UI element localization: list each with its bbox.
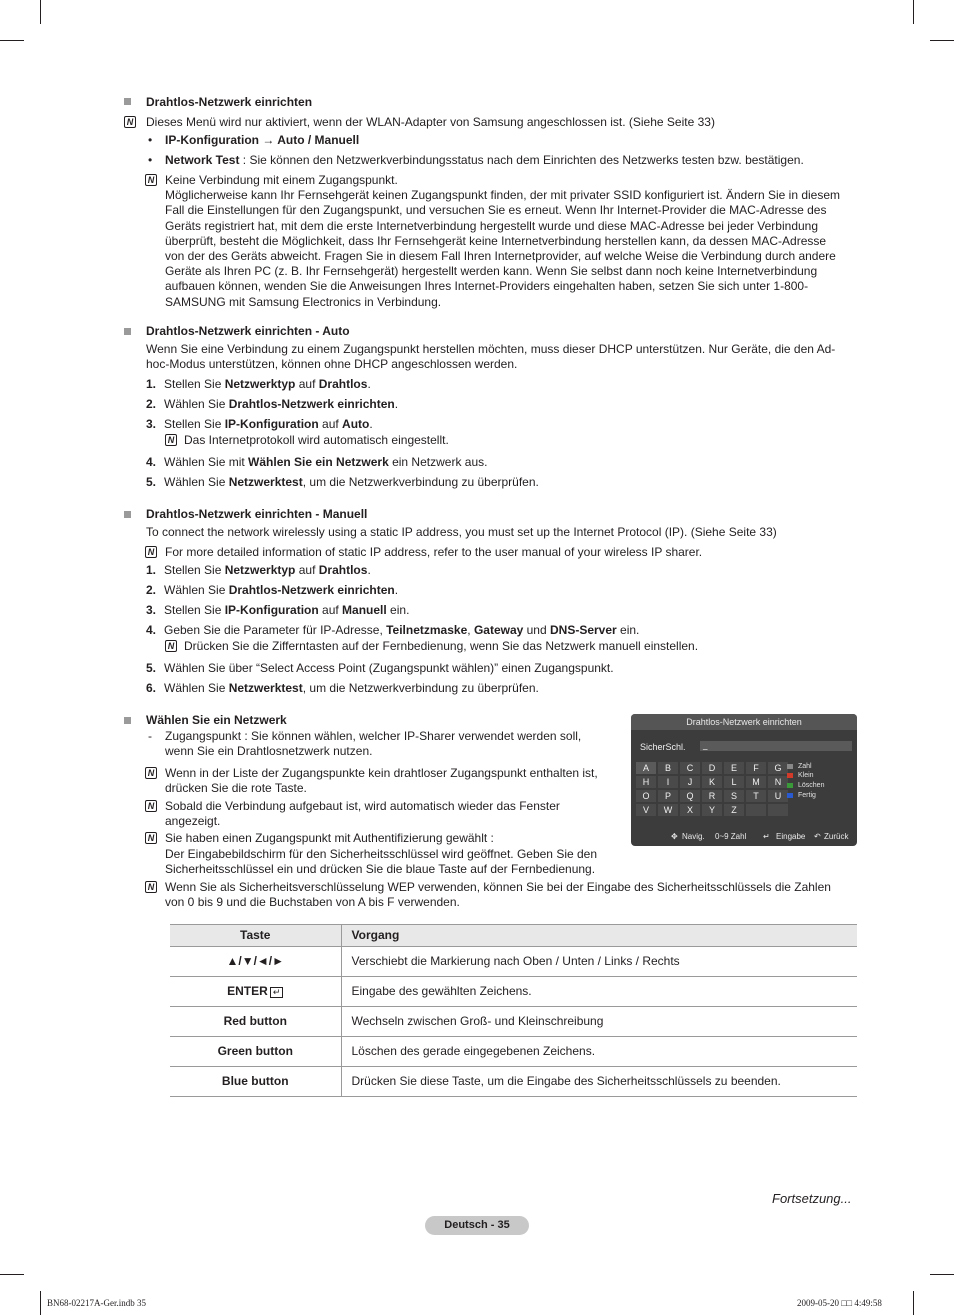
key-label: ▲/▼/◄/► bbox=[226, 954, 284, 968]
step-number: 6. bbox=[146, 681, 157, 695]
osd-key-v[interactable]: V bbox=[636, 804, 656, 816]
osd-key-c[interactable]: C bbox=[680, 762, 700, 774]
step-text bbox=[164, 623, 639, 638]
step-part: . bbox=[394, 583, 399, 597]
step-part: . bbox=[369, 417, 373, 431]
text-line: Sobald die Verbindung aufgebaut ist, wird automatisch wieder das Fenster bbox=[165, 799, 560, 813]
note-icon: N bbox=[145, 546, 157, 558]
key-cell bbox=[170, 1007, 341, 1037]
osd-nav-hint: Navig. bbox=[682, 832, 705, 841]
step-part: auf bbox=[318, 417, 343, 431]
key-cell bbox=[170, 977, 341, 1007]
crop-mark bbox=[913, 1291, 914, 1315]
text-line: hoc-Modus unterstützen, können ohne DHCP angeschlossen werden. bbox=[146, 357, 518, 371]
print-datetime: 2009-05-20 □□ 4:49:58 bbox=[797, 1298, 882, 1308]
step-part: Drahtlos bbox=[318, 377, 368, 391]
table-header-row bbox=[170, 925, 857, 947]
bullet-bold: Network Test bbox=[165, 153, 240, 167]
legend-label: Fertig bbox=[798, 792, 816, 799]
page-number: Deutsch - 35 bbox=[425, 1216, 529, 1235]
osd-key-k[interactable]: K bbox=[702, 776, 722, 788]
bullet-rest: : Sie können den Netzwerkverbindungsstatus nach dem Einrichten des Netzwerks testen bzw. bestätigen. bbox=[239, 153, 804, 167]
osd-key-q[interactable]: Q bbox=[680, 790, 700, 802]
step-part: Stellen Sie bbox=[164, 377, 225, 391]
legend-swatch bbox=[787, 783, 793, 788]
section-bullet-icon bbox=[124, 328, 131, 335]
osd-key-empty bbox=[768, 804, 788, 816]
legend-swatch bbox=[787, 793, 793, 798]
step-text bbox=[164, 603, 409, 618]
text-line: angezeigt. bbox=[165, 814, 221, 828]
note-paragraph bbox=[165, 766, 625, 796]
text-line: Sie haben einen Zugangspunkt mit Authentifizierung gewählt : bbox=[165, 831, 494, 845]
section-intro bbox=[146, 342, 856, 372]
note-icon: N bbox=[165, 640, 177, 652]
section-title: Drahtlos-Netzwerk einrichten - Manuell bbox=[146, 507, 368, 521]
note-icon: N bbox=[145, 881, 157, 893]
key-label: Blue button bbox=[221, 1074, 289, 1088]
step-part: ein. bbox=[386, 603, 410, 617]
step-part: , bbox=[467, 623, 474, 637]
step-part: ein. bbox=[616, 623, 640, 637]
text-line: Wenn Sie eine Verbindung zu einem Zugangspunkt herstellen möchten, muss dieser DHCP unterstützen. Nur Geräte, die den Ad- bbox=[146, 342, 836, 356]
bullet-dot: • bbox=[148, 153, 153, 167]
text-line: Möglicherweise kann Ihr Fernsehgerät keinen Zugangspunkt finden, der mit privater SSID konfiguriert ist. Ändern Sie in diesem bbox=[165, 188, 841, 203]
text-line: Geräte als Ihren PC (z. B. Ihr Fernsehgerät) hergestellt werden kann. Wenn Sie selbst dann noch keine Internetverbindung bbox=[165, 264, 818, 279]
step-number: 2. bbox=[146, 583, 157, 597]
step-part: Wählen Sie bbox=[164, 397, 229, 411]
osd-number-hint: 0~9 Zahl bbox=[715, 832, 747, 841]
step-part: IP-Konfiguration bbox=[224, 603, 319, 617]
enter-icon: ↵ bbox=[763, 832, 770, 841]
crop-mark bbox=[0, 40, 24, 41]
enter-icon: ↵ bbox=[270, 987, 284, 998]
table-row bbox=[170, 1007, 857, 1037]
step-part: Stellen Sie bbox=[164, 417, 225, 431]
text-line: aufbauen können, wenden Sie die Anweisungen Ihres Internet-Providers eingehalten haben, setzen Sie sich unter 1-800- bbox=[165, 279, 809, 294]
step-part: . bbox=[367, 377, 371, 391]
legend-swatch bbox=[787, 764, 793, 769]
note-icon: N bbox=[165, 434, 177, 446]
text-line: überprüft, besteht die Möglichkeit, dass Ihr Fernsehgerät keine Internetverbindung herstellen kann, da dessen MAC-Adresse bbox=[165, 233, 827, 248]
step-note: Das Internetprotokoll wird automatisch eingestellt. bbox=[184, 433, 449, 447]
legend-klein bbox=[798, 771, 814, 781]
note-paragraph bbox=[165, 831, 625, 878]
step-number: 2. bbox=[146, 397, 157, 411]
step-part: IP-Konfiguration bbox=[224, 417, 319, 431]
step-number: 1. bbox=[146, 563, 157, 577]
osd-key-r[interactable]: R bbox=[702, 790, 722, 802]
step-part: ein Netzwerk aus. bbox=[388, 455, 488, 469]
crop-mark bbox=[930, 40, 954, 41]
step-part: Drahtlos-Netzwerk einrichten bbox=[228, 583, 395, 597]
osd-key-m[interactable]: M bbox=[746, 776, 766, 788]
bullet-dot: • bbox=[148, 133, 153, 147]
text-line: SAMSUNG mit Samsung Electronics in Verbindung. bbox=[165, 294, 442, 309]
step-number: 3. bbox=[146, 417, 157, 431]
step-part: Netzwerktyp bbox=[224, 563, 296, 577]
table-row bbox=[170, 947, 857, 977]
step-part: . bbox=[394, 397, 399, 411]
osd-key-n[interactable]: N bbox=[768, 776, 788, 788]
crop-mark bbox=[913, 0, 914, 24]
step-part: auf bbox=[318, 603, 343, 617]
key-label: ENTER bbox=[227, 984, 268, 998]
dash-paragraph bbox=[165, 729, 625, 759]
note-icon: N bbox=[145, 767, 157, 779]
step-number: 5. bbox=[146, 475, 157, 489]
step-text bbox=[164, 681, 539, 696]
legend-label: Löschen bbox=[798, 782, 825, 789]
step-text bbox=[164, 397, 398, 412]
table-row bbox=[170, 1067, 857, 1097]
text-line: Fall die Einstellungen für den Zugangspunkt, und versuchen Sie es erneut. Wenn Ihr Internet-Provider die MAC-Adresse des bbox=[165, 203, 827, 218]
osd-back-hint: Zurück bbox=[824, 832, 849, 841]
step-number: 5. bbox=[146, 661, 157, 675]
osd-key-g[interactable]: G bbox=[768, 762, 788, 774]
osd-key-e[interactable]: E bbox=[724, 762, 744, 774]
legend-loeschen bbox=[798, 781, 824, 791]
note-icon: N bbox=[124, 116, 136, 128]
step-number: 1. bbox=[146, 377, 157, 391]
text-line: von 0 bis 9 und die Buchstaben von A bis F verwenden. bbox=[165, 895, 460, 909]
note-text: For more detailed information of static IP address, refer to the user manual of your wireless IP sharer. bbox=[165, 545, 703, 559]
key-label: Red button bbox=[223, 1014, 287, 1028]
osd-enter-hint: Eingabe bbox=[776, 832, 806, 841]
key-cell bbox=[170, 1037, 341, 1067]
note-paragraph bbox=[165, 799, 625, 829]
step-part: Wählen Sie bbox=[164, 583, 229, 597]
crop-mark bbox=[930, 1274, 954, 1275]
osd-key-d[interactable]: D bbox=[702, 762, 722, 774]
table-body bbox=[170, 947, 857, 1097]
step-part: Wählen Sie bbox=[164, 475, 229, 489]
nav-icon: ✥ bbox=[671, 832, 678, 841]
note-text: Dieses Menü wird nur aktiviert, wenn der WLAN-Adapter von Samsung angeschlossen ist. (Siehe Seite 33) bbox=[146, 115, 715, 129]
step-part: Auto bbox=[342, 417, 370, 431]
step-part: auf bbox=[295, 563, 319, 577]
osd-key-u[interactable]: U bbox=[768, 790, 788, 802]
step-text bbox=[164, 583, 398, 598]
key-cell bbox=[170, 947, 341, 977]
step-part: Wählen Sie ein Netzwerk bbox=[248, 455, 389, 469]
text-line: drücken Sie die rote Taste. bbox=[165, 781, 307, 795]
text-line: Der Eingabebildschirm für den Sicherheitsschlüssel wird geöffnet. Geben Sie den bbox=[165, 846, 598, 861]
legend-label: Zahl bbox=[798, 763, 812, 770]
step-part: Stellen Sie bbox=[164, 603, 225, 617]
table-header: Taste bbox=[170, 925, 341, 947]
step-number: 4. bbox=[146, 455, 157, 469]
step-part: Teilnetzmaske bbox=[386, 623, 468, 637]
crop-mark bbox=[40, 1291, 41, 1315]
table-header: Vorgang bbox=[341, 925, 857, 947]
step-part: , um die Netzwerkverbindung zu überprüfen. bbox=[302, 475, 539, 489]
step-text bbox=[164, 563, 371, 578]
table-row bbox=[170, 977, 857, 1007]
step-text bbox=[164, 417, 373, 432]
file-info: BN68-02217A-Ger.indb 35 bbox=[47, 1298, 146, 1308]
action-cell: Drücken Sie diese Taste, um die Eingabe des Sicherheitsschlüssels zu beenden. bbox=[341, 1067, 857, 1097]
key-cell bbox=[170, 1067, 341, 1097]
note-icon: N bbox=[145, 832, 157, 844]
osd-key-empty bbox=[746, 804, 766, 816]
section-title: Wählen Sie ein Netzwerk bbox=[146, 713, 287, 727]
action-cell: Löschen des gerade eingegebenen Zeichens. bbox=[341, 1037, 857, 1067]
step-part: Gateway bbox=[473, 623, 524, 637]
section-bullet-icon bbox=[124, 98, 131, 105]
step-number: 4. bbox=[146, 623, 157, 637]
continuation-label: Fortsetzung... bbox=[772, 1191, 852, 1206]
step-part: Manuell bbox=[342, 603, 387, 617]
text-line: Geräts registriert hat, mit dem die erste Internetverbindung hergestellt wurde und diese MAC-Adresse bei jeder Verbindung bbox=[165, 218, 819, 233]
section-title: Drahtlos-Netzwerk einrichten - Auto bbox=[146, 324, 350, 338]
action-cell: Verschiebt die Markierung nach Oben / Unten / Links / Rechts bbox=[341, 947, 857, 977]
note-icon: N bbox=[145, 800, 157, 812]
osd-key-t[interactable]: T bbox=[746, 790, 766, 802]
osd-key-b[interactable]: B bbox=[658, 762, 678, 774]
step-part: Netzwerktyp bbox=[224, 377, 296, 391]
osd-key-y[interactable]: Y bbox=[702, 804, 722, 816]
osd-key-p[interactable]: P bbox=[658, 790, 678, 802]
text-line: Sicherheitsschlüssel ein und drücken Sie die blaue Taste auf der Fernbedienung. bbox=[165, 862, 596, 876]
bullet-text bbox=[165, 153, 804, 168]
step-part: DNS-Server bbox=[550, 623, 617, 637]
step-text bbox=[164, 455, 487, 470]
osd-key-l[interactable]: L bbox=[724, 776, 744, 788]
legend-swatch bbox=[787, 773, 793, 778]
note-icon: N bbox=[145, 174, 157, 186]
note-paragraph bbox=[165, 173, 855, 310]
key-table bbox=[170, 924, 857, 1097]
legend-fertig bbox=[798, 791, 816, 801]
section-bullet-icon bbox=[124, 511, 131, 518]
text-line: von der des Geräts abweicht. Fragen Sie in diesem Fall Ihren Internetprovider, auf welche Weise die Verbindung durch andere bbox=[165, 249, 836, 264]
osd-key-s[interactable]: S bbox=[724, 790, 744, 802]
osd-key-o[interactable]: O bbox=[636, 790, 656, 802]
step-text bbox=[164, 475, 539, 490]
text-line: wenn Sie ein Drahtlosnetzwerk nutzen. bbox=[165, 744, 373, 758]
step-part: Stellen Sie bbox=[164, 563, 225, 577]
action-cell: Eingabe des gewählten Zeichens. bbox=[341, 977, 857, 1007]
step-part: Netzwerktest bbox=[228, 681, 303, 695]
step-part: Drahtlos-Netzwerk einrichten bbox=[228, 397, 395, 411]
osd-footer bbox=[631, 826, 857, 842]
step-number: 3. bbox=[146, 603, 157, 617]
step-part: Wählen Sie mit bbox=[164, 455, 249, 469]
step-part: auf bbox=[295, 377, 319, 391]
note-paragraph bbox=[165, 880, 855, 910]
step-part: Geben Sie die Parameter für IP-Adresse, bbox=[164, 623, 387, 637]
step-part: Netzwerktest bbox=[228, 475, 303, 489]
text-line: Zugangspunkt : Sie können wählen, welcher IP-Sharer verwendet werden soll, bbox=[165, 729, 582, 743]
section-title: Drahtlos-Netzwerk einrichten bbox=[146, 95, 313, 109]
text-line: Wenn Sie als Sicherheitsverschlüsselung WEP verwenden, können Sie bei der Eingabe des Sicherheitsschlüssels die Zahlen bbox=[165, 880, 831, 894]
section-bullet-icon bbox=[124, 717, 131, 724]
osd-key-j[interactable]: J bbox=[680, 776, 700, 788]
osd-key-f[interactable]: F bbox=[746, 762, 766, 774]
action-cell: Wechseln zwischen Groß- und Kleinschreibung bbox=[341, 1007, 857, 1037]
legend-label: Klein bbox=[798, 772, 814, 779]
osd-key-h[interactable]: H bbox=[636, 776, 656, 788]
osd-key-w[interactable]: W bbox=[658, 804, 678, 816]
step-text: Wählen Sie über “Select Access Point (Zugangspunkt wählen)” einen Zugangspunkt. bbox=[164, 661, 614, 675]
osd-key-a[interactable]: A bbox=[636, 762, 656, 774]
section-intro: To connect the network wirelessly using a static IP address, you must set up the Internet Protocol (IP). (Siehe Seite 33) bbox=[146, 525, 777, 539]
step-note: Drücken Sie die Zifferntasten auf der Fernbedienung, wenn Sie das Netzwerk manuell einstellen. bbox=[184, 639, 699, 653]
osd-key-i[interactable]: I bbox=[658, 776, 678, 788]
text-line: Keine Verbindung mit einem Zugangspunkt. bbox=[165, 173, 398, 187]
text-line: Wenn in der Liste der Zugangspunkte kein drahtloser Zugangspunkt enthalten ist, bbox=[165, 766, 598, 780]
key-label: Green button bbox=[217, 1044, 293, 1058]
osd-key-input[interactable]: _ bbox=[700, 741, 852, 751]
step-part: Drahtlos bbox=[318, 563, 368, 577]
osd-screen bbox=[631, 714, 857, 846]
table-row bbox=[170, 1037, 857, 1067]
crop-mark bbox=[0, 1274, 24, 1275]
step-text bbox=[164, 377, 371, 392]
step-part: , um die Netzwerkverbindung zu überprüfen. bbox=[302, 681, 539, 695]
osd-key-label: SicherSchl. bbox=[640, 742, 686, 752]
osd-key-z[interactable]: Z bbox=[724, 804, 744, 816]
return-icon: ↶ bbox=[814, 832, 821, 841]
step-part: und bbox=[523, 623, 550, 637]
step-part: Wählen Sie bbox=[164, 681, 229, 695]
bullet-text: IP-Konfiguration → Auto / Manuell bbox=[165, 133, 360, 147]
step-part: . bbox=[367, 563, 371, 577]
crop-mark bbox=[40, 0, 41, 24]
dash-marker: - bbox=[148, 729, 152, 743]
osd-title: Drahtlos-Netzwerk einrichten bbox=[631, 714, 857, 730]
osd-key-x[interactable]: X bbox=[680, 804, 700, 816]
